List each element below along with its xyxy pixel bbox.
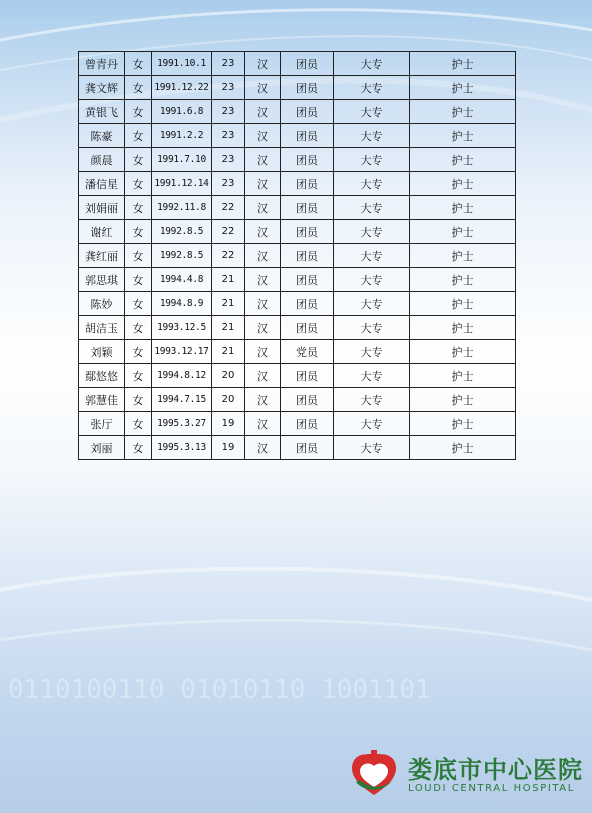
roster-sheet [78, 51, 516, 460]
ethnicity-cell: 汉 [245, 124, 281, 148]
position-cell: 护士 [410, 340, 516, 364]
political-status-cell: 团员 [281, 220, 334, 244]
position-cell: 护士 [410, 52, 516, 76]
age-cell: 22 [212, 196, 245, 220]
education-cell: 大专 [334, 316, 410, 340]
gender-cell: 女 [125, 364, 152, 388]
dob-cell: 1993.12.5 [152, 316, 212, 340]
dob-cell: 1994.7.15 [152, 388, 212, 412]
position-cell: 护士 [410, 100, 516, 124]
age-cell: 21 [212, 316, 245, 340]
position-cell: 护士 [410, 292, 516, 316]
position-cell: 护士 [410, 124, 516, 148]
political-status-cell: 团员 [281, 388, 334, 412]
hospital-name-cn: 娄底市中心医院 [408, 755, 583, 784]
ethnicity-cell: 汉 [245, 52, 281, 76]
position-cell: 护士 [410, 172, 516, 196]
table-row [79, 388, 516, 412]
dob-cell: 1991.6.8 [152, 100, 212, 124]
education-cell: 大专 [334, 220, 410, 244]
dob-cell: 1991.7.10 [152, 148, 212, 172]
ethnicity-cell: 汉 [245, 268, 281, 292]
gender-cell: 女 [125, 340, 152, 364]
table-row [79, 124, 516, 148]
political-status-cell: 团员 [281, 100, 334, 124]
position-cell: 护士 [410, 412, 516, 436]
gender-cell: 女 [125, 268, 152, 292]
dob-cell: 1992.8.5 [152, 244, 212, 268]
age-cell: 23 [212, 172, 245, 196]
name-cell: 龚红丽 [79, 244, 125, 268]
education-cell: 大专 [334, 100, 410, 124]
name-cell: 刘丽 [79, 436, 125, 460]
age-cell: 23 [212, 52, 245, 76]
name-cell: 陈豪 [79, 124, 125, 148]
political-status-cell: 团员 [281, 52, 334, 76]
name-cell: 刘娟丽 [79, 196, 125, 220]
education-cell: 大专 [334, 412, 410, 436]
political-status-cell: 团员 [281, 148, 334, 172]
dob-cell: 1994.8.12 [152, 364, 212, 388]
ethnicity-cell: 汉 [245, 412, 281, 436]
dob-cell: 1995.3.27 [152, 412, 212, 436]
name-cell: 胡洁玉 [79, 316, 125, 340]
age-cell: 23 [212, 76, 245, 100]
dob-cell: 1992.8.5 [152, 220, 212, 244]
dob-cell: 1995.3.13 [152, 436, 212, 460]
table-row [79, 52, 516, 76]
education-cell: 大专 [334, 436, 410, 460]
political-status-cell: 团员 [281, 292, 334, 316]
ethnicity-cell: 汉 [245, 292, 281, 316]
table-row [79, 292, 516, 316]
age-cell: 20 [212, 388, 245, 412]
roster-table [78, 51, 516, 460]
table-row [79, 412, 516, 436]
ethnicity-cell: 汉 [245, 364, 281, 388]
education-cell: 大专 [334, 196, 410, 220]
position-cell: 护士 [410, 388, 516, 412]
position-cell: 护士 [410, 148, 516, 172]
name-cell: 张厅 [79, 412, 125, 436]
background-watermark-digits: 0110100110 01010110 1001101 [8, 675, 431, 705]
education-cell: 大专 [334, 340, 410, 364]
gender-cell: 女 [125, 148, 152, 172]
age-cell: 21 [212, 292, 245, 316]
age-cell: 22 [212, 244, 245, 268]
gender-cell: 女 [125, 172, 152, 196]
name-cell: 郭思琪 [79, 268, 125, 292]
political-status-cell: 团员 [281, 172, 334, 196]
name-cell: 鄢悠悠 [79, 364, 125, 388]
position-cell: 护士 [410, 364, 516, 388]
dob-cell: 1993.12.17 [152, 340, 212, 364]
table-row [79, 172, 516, 196]
hospital-logo [348, 748, 584, 800]
political-status-cell: 团员 [281, 436, 334, 460]
table-row [79, 268, 516, 292]
gender-cell: 女 [125, 52, 152, 76]
education-cell: 大专 [334, 388, 410, 412]
name-cell: 潘信星 [79, 172, 125, 196]
position-cell: 护士 [410, 268, 516, 292]
political-status-cell: 团员 [281, 124, 334, 148]
gender-cell: 女 [125, 124, 152, 148]
gender-cell: 女 [125, 292, 152, 316]
age-cell: 23 [212, 100, 245, 124]
ethnicity-cell: 汉 [245, 76, 281, 100]
table-row [79, 364, 516, 388]
dob-cell: 1994.8.9 [152, 292, 212, 316]
age-cell: 21 [212, 340, 245, 364]
name-cell: 谢红 [79, 220, 125, 244]
dob-cell: 1994.4.8 [152, 268, 212, 292]
age-cell: 22 [212, 220, 245, 244]
political-status-cell: 党员 [281, 340, 334, 364]
name-cell: 龚文辉 [79, 76, 125, 100]
political-status-cell: 团员 [281, 412, 334, 436]
ethnicity-cell: 汉 [245, 436, 281, 460]
position-cell: 护士 [410, 196, 516, 220]
education-cell: 大专 [334, 292, 410, 316]
gender-cell: 女 [125, 196, 152, 220]
ethnicity-cell: 汉 [245, 196, 281, 220]
position-cell: 护士 [410, 316, 516, 340]
dob-cell: 1991.12.14 [152, 172, 212, 196]
education-cell: 大专 [334, 148, 410, 172]
education-cell: 大专 [334, 124, 410, 148]
name-cell: 颜晨 [79, 148, 125, 172]
gender-cell: 女 [125, 76, 152, 100]
hospital-name-en: LOUDI CENTRAL HOSPITAL [408, 783, 575, 794]
position-cell: 护士 [410, 244, 516, 268]
ethnicity-cell: 汉 [245, 244, 281, 268]
hospital-emblem-icon [348, 748, 400, 800]
political-status-cell: 团员 [281, 244, 334, 268]
age-cell: 23 [212, 148, 245, 172]
education-cell: 大专 [334, 244, 410, 268]
gender-cell: 女 [125, 244, 152, 268]
age-cell: 21 [212, 268, 245, 292]
position-cell: 护士 [410, 76, 516, 100]
dob-cell: 1991.10.1 [152, 52, 212, 76]
dob-cell: 1992.11.8 [152, 196, 212, 220]
political-status-cell: 团员 [281, 76, 334, 100]
table-row [79, 244, 516, 268]
education-cell: 大专 [334, 172, 410, 196]
education-cell: 大专 [334, 268, 410, 292]
political-status-cell: 团员 [281, 316, 334, 340]
position-cell: 护士 [410, 220, 516, 244]
political-status-cell: 团员 [281, 364, 334, 388]
position-cell: 护士 [410, 436, 516, 460]
gender-cell: 女 [125, 220, 152, 244]
age-cell: 19 [212, 412, 245, 436]
ethnicity-cell: 汉 [245, 172, 281, 196]
name-cell: 郭慧佳 [79, 388, 125, 412]
ethnicity-cell: 汉 [245, 388, 281, 412]
education-cell: 大专 [334, 52, 410, 76]
political-status-cell: 团员 [281, 196, 334, 220]
name-cell: 刘颖 [79, 340, 125, 364]
table-row [79, 436, 516, 460]
political-status-cell: 团员 [281, 268, 334, 292]
gender-cell: 女 [125, 100, 152, 124]
ethnicity-cell: 汉 [245, 220, 281, 244]
table-row [79, 76, 516, 100]
education-cell: 大专 [334, 364, 410, 388]
gender-cell: 女 [125, 388, 152, 412]
gender-cell: 女 [125, 316, 152, 340]
table-row [79, 220, 516, 244]
gender-cell: 女 [125, 436, 152, 460]
table-row [79, 148, 516, 172]
ethnicity-cell: 汉 [245, 316, 281, 340]
age-cell: 23 [212, 124, 245, 148]
name-cell: 曾青丹 [79, 52, 125, 76]
dob-cell: 1991.2.2 [152, 124, 212, 148]
education-cell: 大专 [334, 76, 410, 100]
name-cell: 陈妙 [79, 292, 125, 316]
dob-cell: 1991.12.22 [152, 76, 212, 100]
table-row [79, 196, 516, 220]
ethnicity-cell: 汉 [245, 340, 281, 364]
gender-cell: 女 [125, 412, 152, 436]
age-cell: 20 [212, 364, 245, 388]
table-row [79, 100, 516, 124]
name-cell: 黄银飞 [79, 100, 125, 124]
ethnicity-cell: 汉 [245, 100, 281, 124]
ethnicity-cell: 汉 [245, 148, 281, 172]
age-cell: 19 [212, 436, 245, 460]
table-row [79, 340, 516, 364]
table-row [79, 316, 516, 340]
